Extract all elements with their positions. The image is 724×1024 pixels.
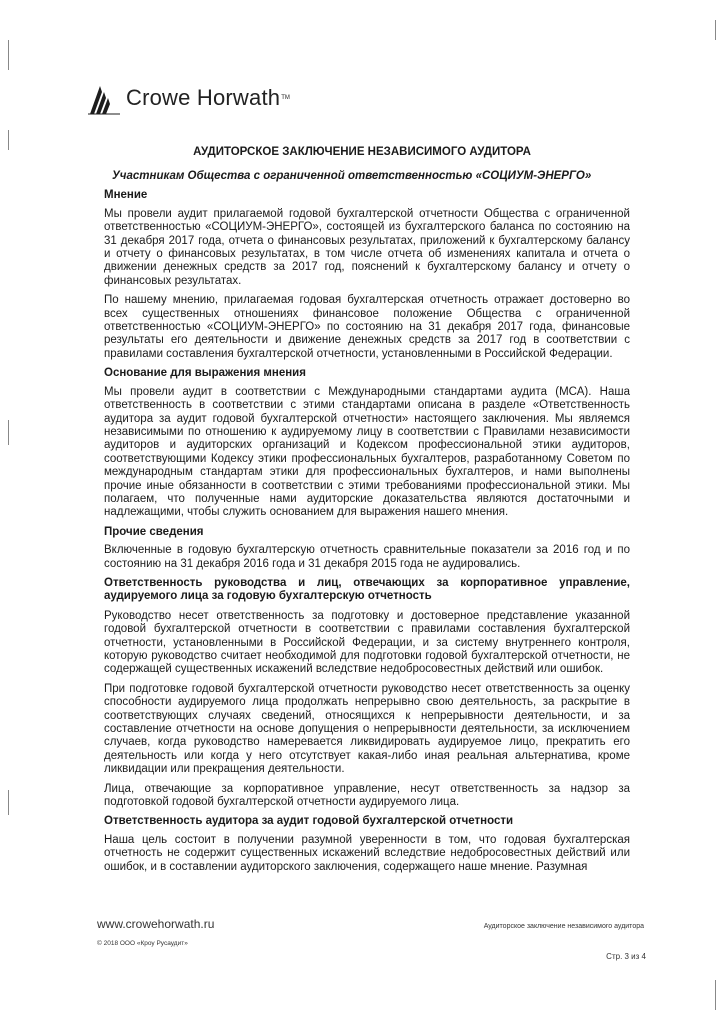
scan-edge-mark [8,40,9,70]
scan-edge-mark [8,420,9,445]
footer-doc-title: Аудиторское заключение независимого аудитора [483,923,644,930]
section-management-responsibility [104,577,630,810]
paragraph: По нашему мнению, прилагаемая годовая бухгалтерская отчетность отражает достоверно во всех существенных отношениях финансовое положение Общества с ограниченной ответственностью «СОЦИУМ-ЭНЕРГО» по состоянию на 31 декабря 2017 года, финансовые результаты его деятельности и движение денежных средств за 2017 год в соответствии с правилами составления бухгалтерской отчетности, установленными в Российской Федерации. [104,294,630,360]
brand-name: Crowe Horwath [126,85,281,110]
paragraph: Лица, отвечающие за корпоративное управление, несут ответственность за надзор за подготовкой годовой бухгалтерской отчетности аудируемого лица. [104,782,630,809]
section-heading: Мнение [104,189,148,202]
section-other-info [104,526,630,571]
footer-copyright: © 2018 ООО «Кроу Русаудит» [97,940,188,947]
section-auditor-responsibility [104,815,630,874]
scan-edge-mark [8,790,9,815]
paragraph: При подготовке годовой бухгалтерской отчетности руководство несет ответственность за оценку способности аудируемого лица продолжать непрерывно свою деятельность, за раскрытие в соответствующих случаях сведений, относящихся к непрерывности деятельности, и за составление отчетности на основе допущения о непрерывности деятельности, за исключением случаев, когда руководство намеревается ликвидировать аудируемое лицо, прекратить его деятельность или когда у него отсутствует какая-либо иная реальная альтернатива, кроме ликвидации или прекращения деятельности. [104,682,630,776]
scan-edge-mark [715,980,716,1010]
page-number: Стр. 3 из 4 [606,952,646,961]
paragraph: Наша цель состоит в получении разумной уверенности в том, что годовая бухгалтерская отчетность не содержит существенных искажений вследствие недобросовестных действий или ошибок, и в составлении аудиторского заключения, содержащего наше мнение. Разумная [104,833,630,873]
scan-edge-mark [715,20,716,40]
document-body [104,170,630,880]
section-opinion [104,189,630,361]
section-heading: Ответственность аудитора за аудит годовой бухгалтерской отчетности [104,815,514,828]
paragraph: Руководство несет ответственность за подготовку и достоверное представление указанной годовой бухгалтерской отчетности в соответствии с правилами составления бухгалтерской отчетности, установленными в Российской Федерации, и за систему внутреннего контроля, которую руководство считает необходимой для подготовки годовой бухгалтерской отчетности, не содержащей существенных искажений вследствие недобросовестных действий или ошибок. [104,609,630,676]
addressee: Участникам Общества с ограниченной ответственностью «СОЦИУМ-ЭНЕРГО» [112,170,592,182]
section-heading: Ответственность руководства и лиц, отвечающих за корпоративное управление, аудируемого лица за годовую бухгалтерскую отчетность [104,576,630,603]
document-title: АУДИТОРСКОЕ ЗАКЛЮЧЕНИЕ НЕЗАВИСИМОГО АУДИТОРА [193,146,531,158]
scan-edge-mark [8,130,9,150]
trademark-mark: TM [281,95,290,101]
paragraph: Мы провели аудит прилагаемой годовой бухгалтерской отчетности Общества с ограниченной ответственностью «СОЦИУМ-ЭНЕРГО», состоящей из бухгалтерского баланса по состоянию на 31 декабря 2017 года, отчета о финансовых результатах, приложений к бухгалтерскому балансу и отчету о финансовых результатах, в том числе отчета об изменениях капитала и отчета о движении денежных средств за 2017 год, пояснений к бухгалтерскому балансу и отчету о финансовых результатах. [104,207,630,287]
paragraph: Мы провели аудит в соответствии с Международными стандартами аудита (МСА). Наша ответственность в соответствии с этими стандартами описана в разделе «Ответственность аудитора за аудит годовой бухгалтерской отчетности» настоящего заключения. Мы являемся независимыми по отношению к аудируемому лицу в соответствии с Правилами независимости аудиторов и аудиторских организаций и Кодексом профессиональной этики аудиторов, соответствующими Кодексу этики профессиональных бухгалтеров, разработанному Советом по международным стандартам этики для профессиональных бухгалтеров, и нами выполнены прочие иные обязанности в соответствии с этими требованиями профессиональной этики. Мы полагаем, что полученные нами аудиторские доказательства являются достаточными и надлежащими, чтобы служить основанием для выражения нашего мнения. [104,385,630,519]
section-heading: Прочие сведения [104,525,204,538]
section-basis [104,367,630,519]
footer-website: www.crowehorwath.ru [97,917,215,931]
paragraph: Включенные в годовую бухгалтерскую отчетность сравнительные показатели за 2016 год и по состоянию на 31 декабря 2016 года и 31 декабря 2015 года не аудировались. [104,544,630,570]
crowe-triangles-logo-icon [86,80,122,116]
crowe-horwath-logo [86,78,290,118]
section-heading: Основание для выражения мнения [104,367,306,380]
